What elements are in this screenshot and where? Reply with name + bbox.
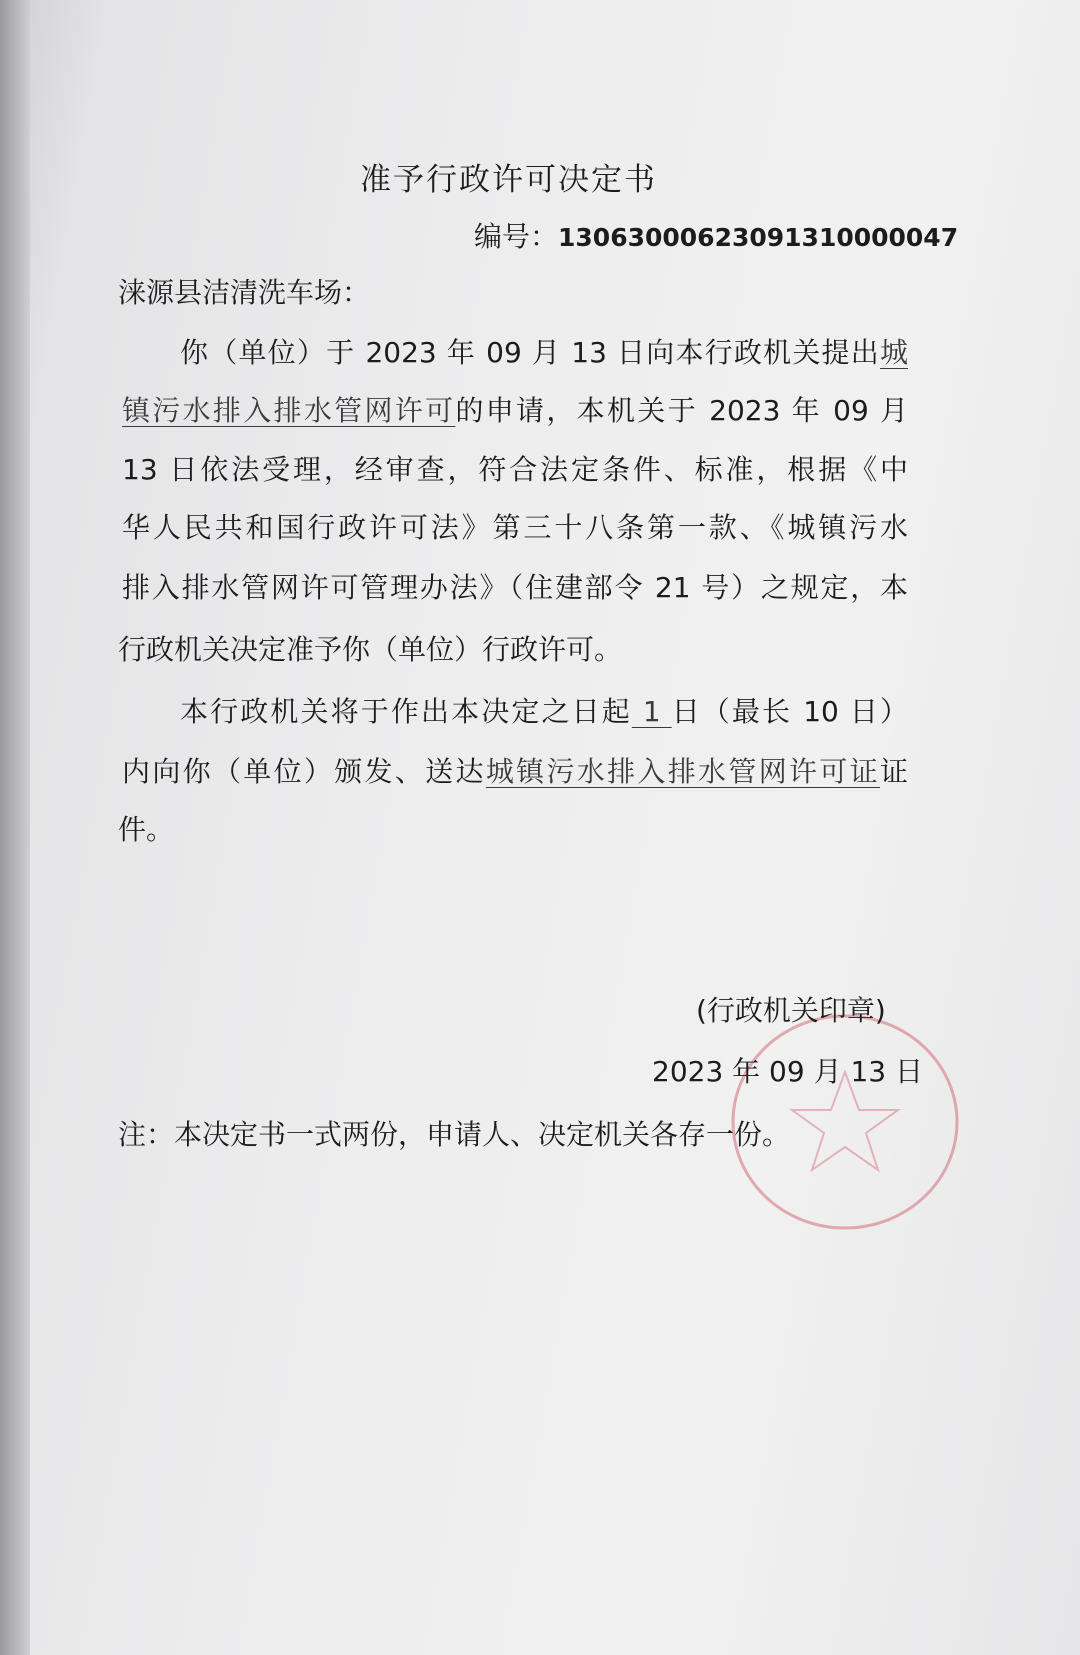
document-number xyxy=(474,217,958,258)
seal-label: (行政机关印章) xyxy=(696,994,886,1027)
underlined-text: 城 xyxy=(879,336,908,369)
para1-line2 xyxy=(122,391,908,431)
text: 日（最长 10 日） xyxy=(671,695,908,728)
number-value: 13063000623091310000047 xyxy=(558,223,959,252)
para1-line1 xyxy=(180,333,908,373)
note: 注：本决定书一式两份，申请人、决定机关各存一份。 xyxy=(118,1118,791,1151)
para2-line2 xyxy=(122,752,908,792)
para2-line3: 件。 xyxy=(118,813,175,846)
document-title: 准予行政许可决定书 xyxy=(360,162,657,198)
page-edge-shadow xyxy=(0,0,30,1655)
decision-date: 2023 年 09 月 13 日 xyxy=(652,1055,924,1088)
text: 本行政机关将于作出本决定之日起 xyxy=(180,695,632,728)
underlined-text: 城镇污水排入排水管网许可证 xyxy=(485,755,880,788)
text: 你（单位）于 2023 年 09 月 13 日向本行政机关提出 xyxy=(180,336,880,369)
para1-line5: 排入排水管网许可管理办法》（住建部令 21 号）之规定，本 xyxy=(122,571,908,604)
text: 证 xyxy=(879,755,908,788)
para2-line1 xyxy=(180,692,908,732)
para1-line4: 华人民共和国行政许可法》第三十八条第一款、《城镇污水 xyxy=(122,511,908,544)
underlined-days: 1 xyxy=(631,695,672,728)
underlined-text: 镇污水排入排水管网许可 xyxy=(122,394,456,427)
text: 内向你（单位）颁发、送达 xyxy=(122,755,486,788)
para1-line6: 行政机关决定准予你（单位）行政许可。 xyxy=(118,633,623,666)
addressee: 涞源县洁清洗车场： xyxy=(118,276,371,309)
para1-line3: 13 日依法受理，经审查，符合法定条件、标准，根据《中 xyxy=(122,453,908,486)
number-label: 编号： xyxy=(474,220,559,253)
text: 的申请，本机关于 2023 年 09 月 xyxy=(455,394,908,427)
